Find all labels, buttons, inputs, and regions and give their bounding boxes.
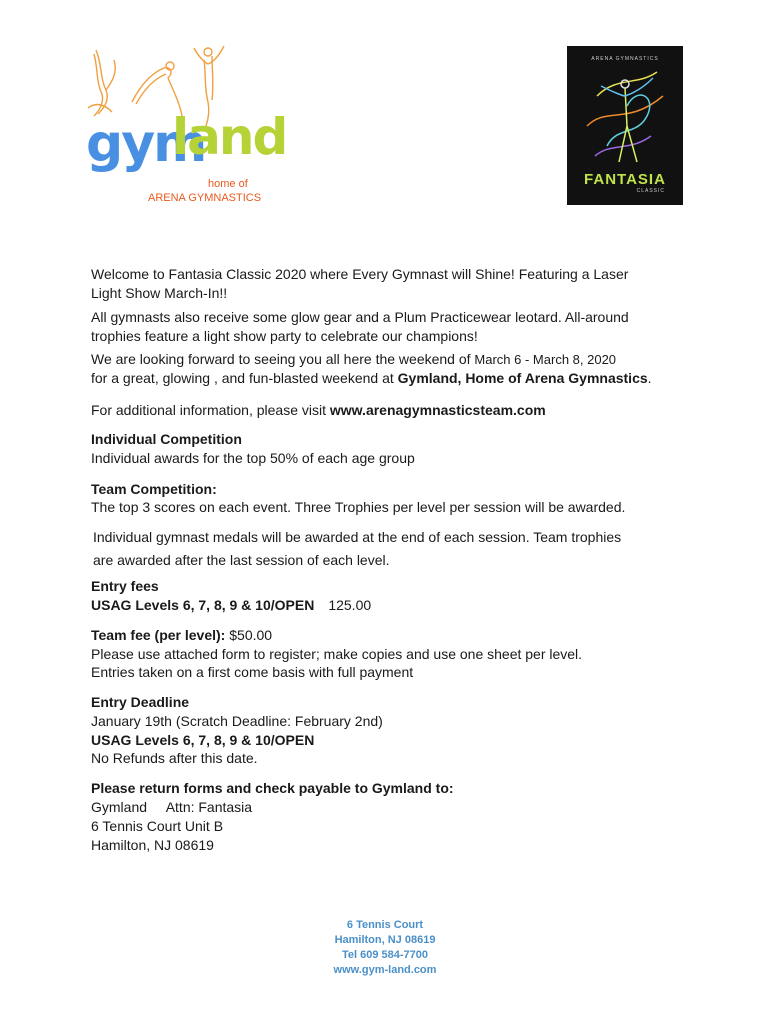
fees-levels-line [91,596,371,614]
footer-city: Hamilton, NJ 08619 [334,934,436,946]
intro-line-2: Light Show March-In!! [91,285,228,301]
individual-heading: Individual Competition [91,431,242,447]
team-fee-value: $50.00 [229,627,273,643]
footer-address: 6 Tennis Court [346,919,424,931]
fees-heading: Entry fees [91,578,159,594]
info-url-link[interactable]: www.arenagymnasticsteam.com [329,402,546,418]
intro-line-1: Welcome to Fantasia Classic 2020 where Every Gymnast will Shine! Featuring a Laser [91,266,629,282]
poster-subtitle: CLASSIC [636,188,665,194]
return-heading: Please return forms and check payable to Gymland to: [91,780,454,796]
footer-website-link[interactable]: www.gym-land.com [333,964,437,976]
fantasia-poster [567,46,683,205]
deadline-levels: USAG Levels 6, 7, 8, 9 & 10/OPEN [91,732,315,748]
footer-contact [0,918,770,978]
logo-home-of: home of [208,178,248,190]
info-line [91,401,546,419]
no-refunds-note: No Refunds after this date. [91,750,258,766]
intro-line-4: trophies feature a light show party to celebrate our champions! [91,328,478,344]
event-dates: March 6 - March 8, 2020 [474,352,617,367]
intro-line-5 [91,350,616,369]
intro-line-6-text: for a great, glowing , and fun-blasted weekend at [91,370,398,386]
deadline-date: January 19th (Scratch Deadline: February 2nd) [91,713,383,729]
poster-top-text: ARENA GYMNASTICS [591,56,659,62]
return-line-1: Gymland Attn: Fantasia [91,799,253,815]
fees-levels: USAG Levels 6, 7, 8, 9 & 10/OPEN [91,597,315,613]
logo-gym-text: gym [86,114,206,174]
individual-text: Individual awards for the top 50% of each age group [91,450,415,466]
footer-phone: Tel 609 584-7700 [341,949,429,961]
intro-line-5-text: We are looking forward to seeing you all here the weekend of [91,351,475,367]
return-line-2: 6 Tennis Court Unit B [91,818,224,834]
first-come-note: Entries taken on a first come basis with full payment [91,664,414,680]
intro-line-3: All gymnasts also receive some glow gear and a Plum Practicewear leotard. All-around [91,309,629,325]
deadline-heading: Entry Deadline [91,694,190,710]
register-instructions: Please use attached form to register; make copies and use one sheet per level. [91,646,583,662]
team-text: The top 3 scores on each event. Three Trophies per level per session will be awarded. [91,499,626,515]
info-text: For additional information, please visit [91,402,330,418]
team-fee-line [91,626,272,644]
poster-title: FANTASIA [584,171,666,188]
medals-line-1: Individual gymnast medals will be awarded at the end of each session. Team trophies [93,529,622,545]
venue-name: Gymland, Home of Arena Gymnastics [397,370,648,386]
logo-arena-gymnastics: ARENA GYMNASTICS [148,192,262,204]
return-line-3: Hamilton, NJ 08619 [91,837,214,853]
glowing-gymnast-illustration [567,66,683,170]
fees-amount: 125.00 [328,597,372,613]
intro-line-6 [91,369,652,387]
team-fee-label: Team fee (per level): [91,627,226,643]
logo-land-text: land [172,108,287,166]
team-heading: Team Competition: [91,481,217,497]
intro-line-6-period: . [647,370,652,386]
medals-line-2: are awarded after the last session of each level. [93,552,390,568]
